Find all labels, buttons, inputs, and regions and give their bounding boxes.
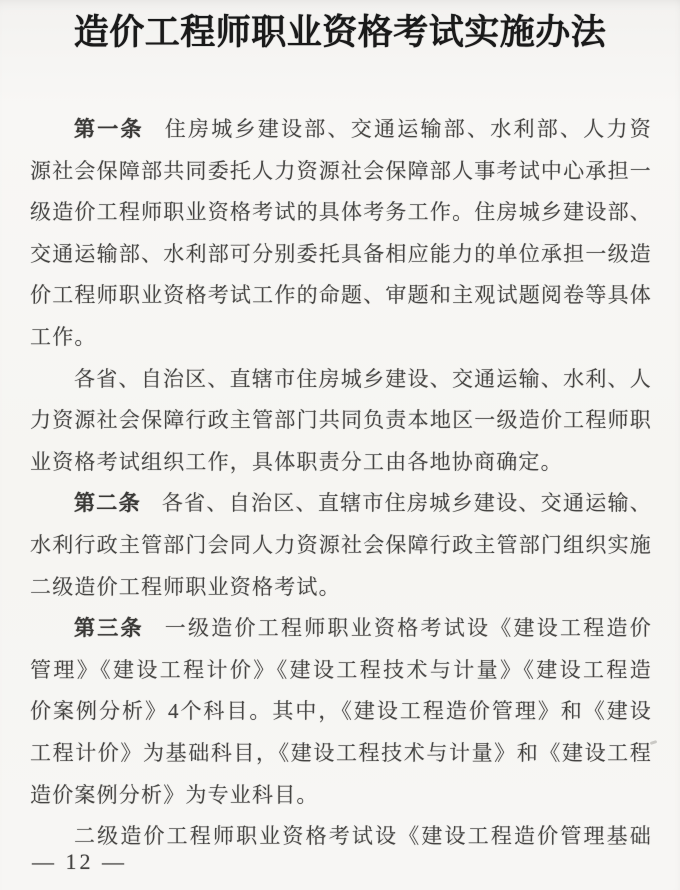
- document-body: [30, 109, 652, 858]
- article-number: 第二条: [74, 492, 141, 516]
- line-text: 交通运输部、水利部可分别委托具备相应能力的单位承担一级造: [30, 241, 652, 266]
- line-text: 二级造价工程师职业资格考试。: [30, 574, 341, 599]
- line-text: 各省、自治区、直辖市住房城乡建设、交通运输、水利、人: [74, 366, 652, 391]
- line-text: 住房城乡建设部、交通运输部、水利部、人力资: [164, 117, 652, 141]
- line-text: 价工程师职业资格考试工作的命题、审题和主观试题阅卷等具体: [30, 283, 652, 308]
- text-line: [30, 109, 652, 151]
- line-text: 二级造价工程师职业资格考试设《建设工程造价管理基础: [74, 824, 652, 849]
- text-line: [30, 359, 652, 401]
- line-text: 级造价工程师职业资格考试的具体考务工作。住房城乡建设部、: [30, 200, 652, 225]
- text-line: [30, 442, 652, 484]
- text-line: [30, 525, 652, 567]
- text-line: [30, 400, 652, 442]
- text-line: [30, 151, 652, 193]
- article-number: 第一条: [74, 118, 144, 141]
- text-line: [30, 608, 652, 650]
- line-text: 水利行政主管部门会同人力资源社会保障行政主管部门组织实施: [30, 532, 652, 557]
- text-line: [30, 192, 652, 234]
- text-line: [30, 691, 652, 733]
- line-text: 价案例分析》4个科目。其中，《建设工程造价管理》和《建设: [30, 699, 652, 724]
- line-text: 一级造价工程师职业资格考试设《建设工程造价: [164, 616, 652, 641]
- text-line: [30, 567, 652, 609]
- line-text: 管理》《建设工程计价》《建设工程技术与计量》《建设工程造: [30, 657, 652, 682]
- text-line: [30, 275, 652, 317]
- text-line: [30, 650, 652, 692]
- line-text: 造价案例分析》为专业科目。: [30, 782, 319, 807]
- line-text: 源社会保障部共同委托人力资源社会保障部人事考试中心承担一: [30, 158, 652, 183]
- article-number: 第三条: [74, 617, 144, 641]
- line-text: 力资源社会保障行政主管部门共同负责本地区一级造价工程师职: [30, 408, 652, 433]
- text-line: [30, 317, 652, 359]
- line-text: 工作。: [30, 324, 97, 349]
- line-text: 业资格考试组织工作，具体职责分工由各地协商确定。: [30, 449, 563, 474]
- text-line: [30, 483, 652, 525]
- text-line: [30, 234, 652, 276]
- line-text: 各省、自治区、直辖市住房城乡建设、交通运输、: [161, 491, 652, 516]
- text-line: [30, 733, 652, 775]
- line-text: 工程计价》为基础科目，《建设工程技术与计量》和《建设工程: [30, 740, 652, 765]
- text-line: [30, 775, 652, 817]
- document-title: 造价工程师职业资格考试实施办法: [73, 13, 607, 52]
- page-number: — 12 —: [32, 849, 127, 874]
- scan-artifact-dot: [650, 740, 658, 745]
